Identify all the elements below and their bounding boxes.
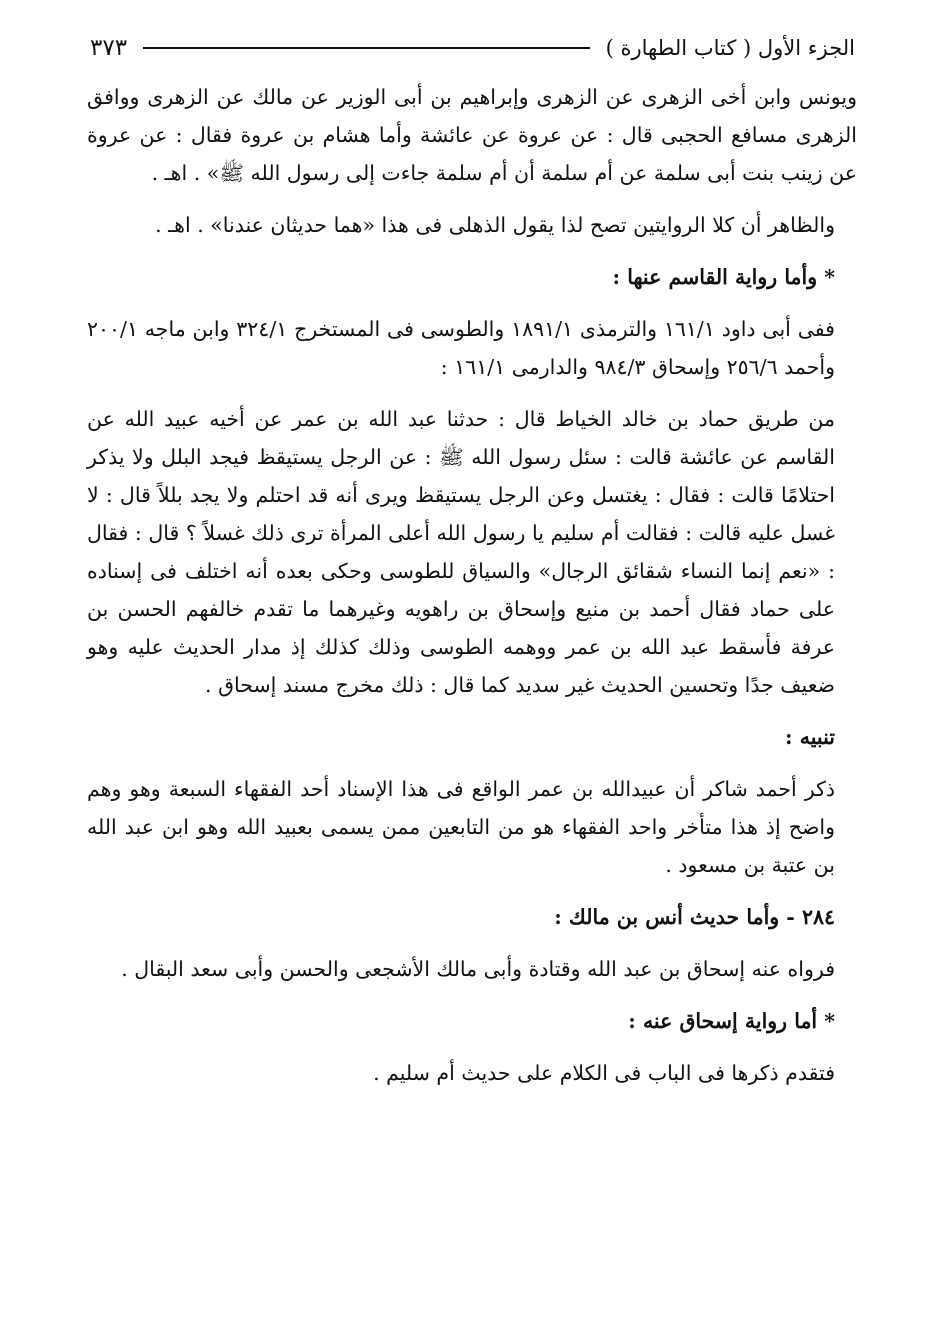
heading-tanbih: تنبيه : [785,725,835,749]
paragraph-hadith-text: من طريق حماد بن خالد الخياط قال : حدثنا عبد الله بن عمر عن أخيه عبيد الله عن القاسم عن عائشة قالت : سئل رسول الله ﷺ : عن الرجل يستيقظ فيجد البلل ولا يذكر احتلامًا قالت : فقال : يغتسل وعن الرجل يستيقظ ويرى أنه قد احتلم ولا يجد بللاً قال : لا غسل عليه قالت : فقالت أم سليم يا رسول الله أعلى المرأة ترى ذلك غسلاً ؟ قال : فقال : «نعم إنما النساء شقائق الرجال» والسياق للطوسى وحكى بعده أنه اختلف فى إسناده على حماد فقال أحمد بن منيع وإسحاق بن راهويه وغيرهما ما تقدم خالفهم الحسن بن عرفة فأسقط عبد الله بن عمر ووهمه الطوسى وذلك كذلك إذ مدار الحديث عليه وهو ضعيف جدًا وتحسين الحديث غير سديد كما قال : ذلك مخرج مسند إسحاق . [87,407,835,697]
paragraph-zahir: والظاهر أن كلا الروايتين تصح لذا يقول الذهلى فى هذا «هما حديثان عندنا» . اهـ . [155,213,835,237]
page-body [87,78,857,1092]
page-number: ٣٧٣ [90,35,128,61]
heading-qasim: * وأما رواية القاسم عنها : [612,265,835,289]
paragraph-continuation: ويونس وابن أخى الزهرى عن الزهرى وإبراهيم بن أبى الوزير عن مالك عن الزهرى ووافق الزهرى مسافع الحجبى قال : عن عروة عن عائشة وأما هشام بن عروة فقال : عن عروة عن زينب بنت أبى سلمة عن أم سلمة أن أم سلمة جاءت إلى رسول الله ﷺ» . اهـ . [87,85,857,185]
paragraph-anas: فرواه عنه إسحاق بن عبد الله وقتادة وأبى مالك الأشجعى والحسن وأبى سعد البقال . [121,957,835,981]
page-header [90,32,855,64]
paragraph-ishaq: فتقدم ذكرها فى الباب فى الكلام على حديث أم سليم . [373,1061,835,1085]
paragraph-sources: ففى أبى داود ١٦١/١ والترمذى ١٨٩١/١ والطوسى فى المستخرج ٣٢٤/١ وابن ماجه ٢٠٠/١ وأحمد ٢٥٦/٦ وإسحاق ٩٨٤/٣ والدارمى ١٦١/١ : [87,317,835,379]
running-title: الجزء الأول ( كتاب الطهارة ) [605,36,855,60]
heading-anas: ٢٨٤ - وأما حديث أنس بن مالك : [554,905,835,929]
paragraph-tanbih: ذكر أحمد شاكر أن عبيدالله بن عمر الواقع فى هذا الإسناد أحد الفقهاء السبعة وهو وهم واضح إذ هذا متأخر واحد الفقهاء هو من التابعين ممن يسمى بعبيد الله وهو ابن عبد الله بن عتبة بن مسعود . [87,777,835,877]
heading-ishaq: * أما رواية إسحاق عنه : [628,1009,835,1033]
header-rule [143,47,590,49]
